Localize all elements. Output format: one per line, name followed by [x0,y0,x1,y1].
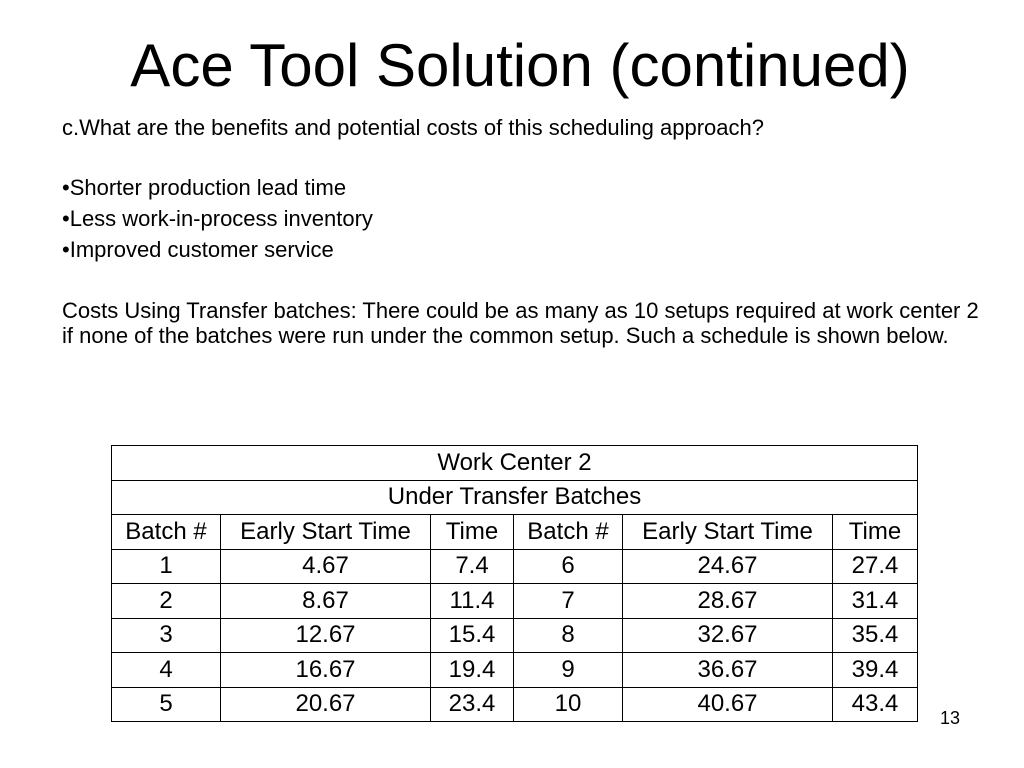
table-cell: 9 [514,653,623,688]
table-subtitle-row [112,480,918,515]
table-subtitle: Under Transfer Batches [112,480,918,515]
table-cell: 40.67 [623,687,833,722]
column-header: Batch # [112,515,221,550]
table-cell: 43.4 [833,687,918,722]
benefit-item: •Shorter production lead time [62,175,347,200]
table-cell: 4 [112,653,221,688]
benefit-item: •Less work-in-process inventory [62,206,373,231]
table-cell: 11.4 [431,584,514,619]
table-cell: 5 [112,687,221,722]
table-cell: 15.4 [431,618,514,653]
table-cell: 3 [112,618,221,653]
table-cell: 1 [112,549,221,584]
table-cell: 32.67 [623,618,833,653]
table-cell: 31.4 [833,584,918,619]
schedule-table [111,445,918,722]
costs-paragraph: Costs Using Transfer batches: There could be as many as 10 setups required at work center 2 if none of the batches were run under the common setup. Such a schedule is shown below. [62,298,979,348]
table-cell: 28.67 [623,584,833,619]
table-cell: 39.4 [833,653,918,688]
table-cell: 4.67 [221,549,431,584]
table-cell: 23.4 [431,687,514,722]
table-title-row [112,446,918,481]
page-number: 13 [940,708,961,728]
column-header: Early Start Time [623,515,833,550]
table-title: Work Center 2 [112,446,918,481]
table-cell: 35.4 [833,618,918,653]
table-cell: 10 [514,687,623,722]
table-row [112,687,918,722]
table-cell: 20.67 [221,687,431,722]
table-header-row [112,515,918,550]
slide-title: Ace Tool Solution (continued) [130,32,910,99]
table-cell: 24.67 [623,549,833,584]
question-text: c.What are the benefits and potential costs of this scheduling approach? [62,115,764,140]
table-cell: 8 [514,618,623,653]
table-cell: 12.67 [221,618,431,653]
table-cell: 6 [514,549,623,584]
table-body [112,549,918,722]
table-cell: 16.67 [221,653,431,688]
table-cell: 27.4 [833,549,918,584]
table-cell: 19.4 [431,653,514,688]
table-row [112,653,918,688]
table-row [112,549,918,584]
table-cell: 7.4 [431,549,514,584]
benefits-list [62,175,373,268]
table-row [112,618,918,653]
table-cell: 2 [112,584,221,619]
table-row [112,584,918,619]
column-header: Time [431,515,514,550]
table-cell: 8.67 [221,584,431,619]
column-header: Time [833,515,918,550]
table-cell: 7 [514,584,623,619]
column-header: Batch # [514,515,623,550]
table-cell: 36.67 [623,653,833,688]
column-header: Early Start Time [221,515,431,550]
benefit-item: •Improved customer service [62,237,334,262]
